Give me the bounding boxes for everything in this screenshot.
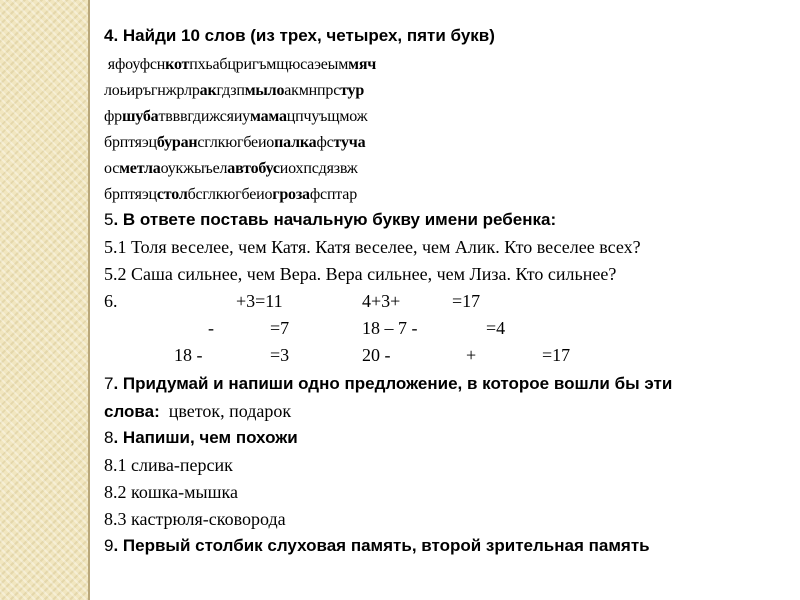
task9-number: 9 [104, 536, 114, 555]
filler-letters: бсглкюгбеио [187, 186, 273, 203]
task8-item-1: 8.1 слива-персик [104, 455, 233, 475]
filler-letters: брптяэц [104, 186, 157, 203]
task8-heading [104, 428, 298, 448]
filler-letters: фр [104, 108, 122, 125]
puzzle-row [104, 56, 376, 74]
hidden-word: буран [156, 134, 198, 151]
hidden-word: ак [199, 82, 217, 99]
task5-heading [104, 210, 556, 230]
task8-item-3: 8.3 кастрюля-сковорода [104, 509, 286, 529]
equation-cell: 20 - [362, 345, 391, 365]
puzzle-row [104, 134, 365, 152]
filler-letters: брптяэц [104, 134, 157, 151]
task8-heading-text: . Напиши, чем похожи [113, 428, 298, 447]
hidden-word: кот [165, 56, 190, 73]
filler-letters: иохпсдязвж [279, 160, 358, 177]
task5-heading-text: . В ответе поставь начальную букву имени ребенка: [113, 210, 557, 229]
filler-letters: сглкюгбеио [197, 134, 275, 151]
filler-letters: акмнпрс [284, 82, 341, 99]
task7-heading-text: . Придумай и напиши одно предложение, в которое вошли бы эти [113, 374, 673, 393]
puzzle-row [104, 108, 368, 126]
task5-question-1: 5.1 Толя веселее, чем Катя. Катя веселее, чем Алик. Кто веселее всех? [104, 237, 641, 257]
decorative-side-band [0, 0, 88, 600]
puzzle-row [104, 160, 358, 178]
task9-heading [104, 536, 650, 556]
hidden-word: туча [333, 134, 366, 151]
task4-heading: 4. Найди 10 слов (из трех, четырех, пяти букв) [104, 26, 495, 45]
filler-letters: ос [104, 160, 120, 177]
hidden-word: мяч [348, 56, 377, 73]
filler-letters: твввгдижсяиу [158, 108, 250, 125]
task7-words: цветок, подарок [159, 401, 292, 421]
hidden-word: мыло [244, 82, 285, 99]
filler-letters: оукжыъел [160, 160, 228, 177]
hidden-word: стол [156, 186, 188, 203]
task7-heading-continued: слова: [104, 402, 160, 421]
task6-number: 6. [104, 291, 118, 311]
filler-letters: яфоуфсн [104, 56, 166, 73]
filler-letters: гдзп [216, 82, 245, 99]
filler-letters: фс [316, 134, 334, 151]
hidden-word: мама [249, 108, 287, 125]
task7-second-line [104, 401, 291, 422]
hidden-word: гроза [272, 186, 310, 203]
hidden-word: тур [340, 82, 365, 99]
equation-cell: 18 - [174, 345, 203, 365]
equation-cell: +3=11 [236, 291, 283, 311]
equation-cell: - [208, 318, 214, 338]
hidden-word: автобус [227, 160, 280, 177]
side-band-divider [88, 0, 90, 600]
puzzle-row [104, 186, 357, 204]
equation-cell: 4+3+ [362, 291, 401, 311]
equation-cell: 18 – 7 - [362, 318, 418, 338]
equation-cell: =17 [452, 291, 481, 311]
task5-question-2: 5.2 Саша сильнее, чем Вера. Вера сильнее, чем Лиза. Кто сильнее? [104, 264, 617, 284]
task8-item-2: 8.2 кошка-мышка [104, 482, 238, 502]
equation-cell: =7 [270, 318, 290, 338]
equation-cell: =3 [270, 345, 290, 365]
task7-number: 7 [104, 374, 114, 393]
filler-letters: лоьиръгнжрлр [104, 82, 200, 99]
task5-number: 5 [104, 210, 114, 229]
hidden-word: палка [274, 134, 317, 151]
puzzle-row [104, 82, 364, 100]
filler-letters: пхьабцригъмщюсаэеым [189, 56, 349, 73]
hidden-word: метла [119, 160, 161, 177]
equation-cell: + [466, 345, 477, 365]
filler-letters: фсптар [309, 186, 357, 203]
equation-cell: =17 [542, 345, 571, 365]
equation-cell: =4 [486, 318, 506, 338]
task9-heading-text: . Первый столбик слуховая память, второй зрительная память [113, 536, 650, 555]
task7-heading [104, 374, 672, 394]
filler-letters: цпчуъщмож [286, 108, 368, 125]
task8-number: 8 [104, 428, 114, 447]
hidden-word: шуба [121, 108, 159, 125]
